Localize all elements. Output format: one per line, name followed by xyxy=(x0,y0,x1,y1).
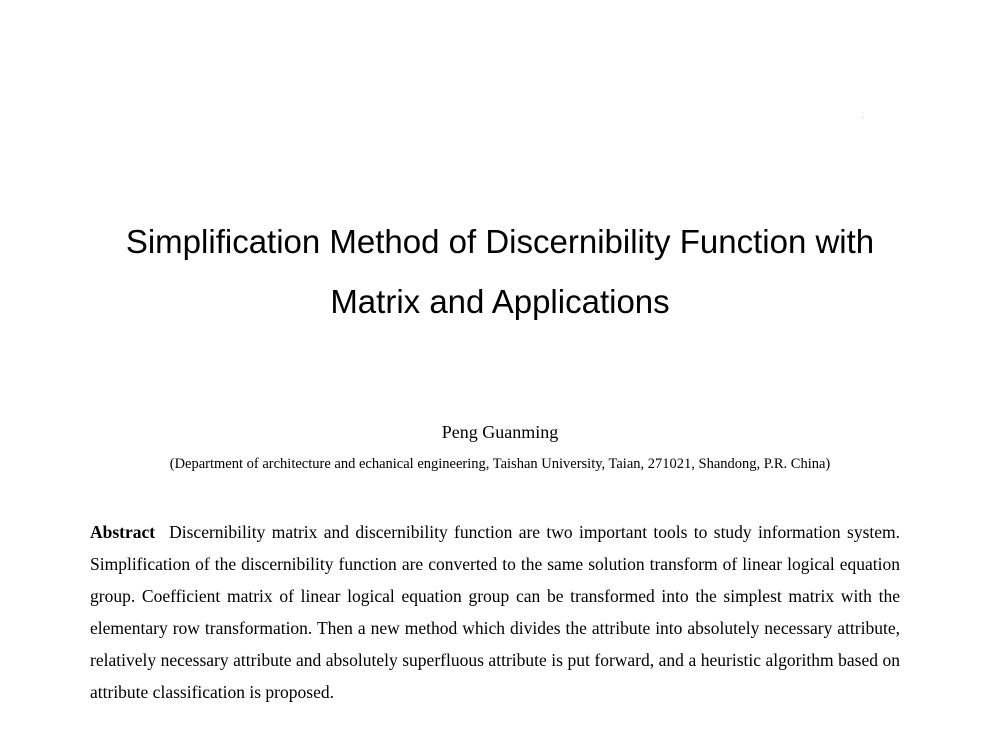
scan-speck xyxy=(862,117,863,118)
abstract-label: Abstract xyxy=(90,522,156,542)
author-affiliation: (Department of architecture and echanical engineering, Taishan University, Taian, 271021, Shandong, P.R. China) xyxy=(169,456,831,472)
abstract-paragraph xyxy=(90,516,900,708)
abstract-text: Discernibility matrix and discernibility function are two important tools to study information system. Simplification of the discernibility function are converted to the same solution transform of linear logical equation group. Coefficient matrix of linear logical equation group can be transformed into the simplest matrix with the elementary row transformation. Then a new method which divides the attribute into absolutely necessary attribute, relatively necessary attribute and absolutely superfluous attribute is put forward, and a heuristic algorithm based on attribute classification is proposed. xyxy=(90,522,900,702)
title-line-1: Simplification Method of Discernibility Function with xyxy=(125,223,875,260)
title-line-2: Matrix and Applications xyxy=(330,283,670,320)
author-name: Peng Guanming xyxy=(441,422,559,442)
paper-title xyxy=(60,212,940,332)
